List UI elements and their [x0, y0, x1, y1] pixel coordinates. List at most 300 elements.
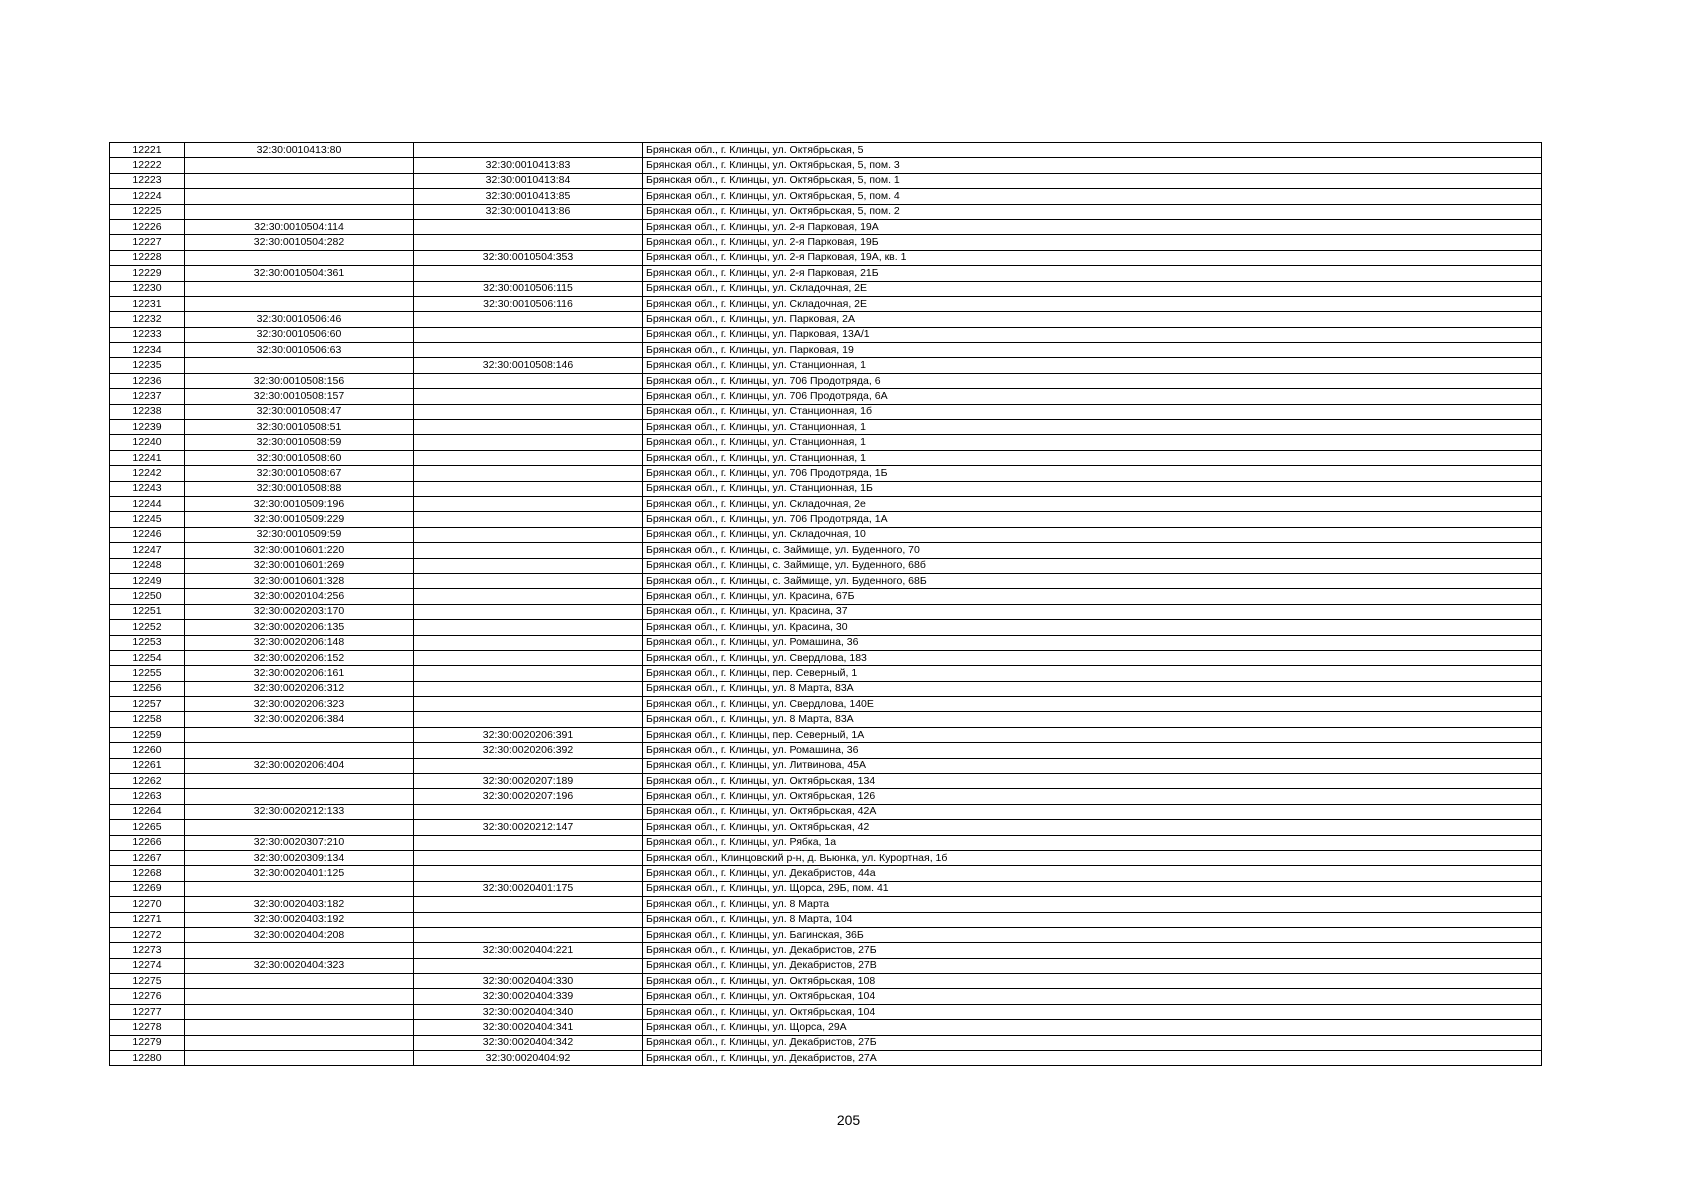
- table-row: [110, 250, 1542, 265]
- row-number-cell: 12257: [110, 697, 185, 712]
- premises-number-cell: [414, 620, 643, 635]
- table-row: [110, 219, 1542, 234]
- row-number-cell: 12247: [110, 543, 185, 558]
- premises-number-cell: 32:30:0020206:391: [414, 727, 643, 742]
- row-number-cell: 12279: [110, 1035, 185, 1050]
- row-number-cell: 12258: [110, 712, 185, 727]
- address-cell: Брянская обл., г. Клинцы, ул. Октябрьская, 104: [643, 1004, 1542, 1019]
- premises-number-cell: 32:30:0010504:353: [414, 250, 643, 265]
- row-number-cell: 12226: [110, 219, 185, 234]
- premises-number-cell: [414, 235, 643, 250]
- premises-number-cell: [414, 266, 643, 281]
- table-row: [110, 758, 1542, 773]
- parcel-number-cell: [185, 1020, 414, 1035]
- premises-number-cell: [414, 450, 643, 465]
- table-row: [110, 620, 1542, 635]
- parcel-number-cell: 32:30:0010508:60: [185, 450, 414, 465]
- premises-number-cell: [414, 681, 643, 696]
- address-cell: Брянская обл., г. Клинцы, ул. Щорса, 29А: [643, 1020, 1542, 1035]
- table-row: [110, 312, 1542, 327]
- row-number-cell: 12272: [110, 927, 185, 942]
- parcel-number-cell: 32:30:0010509:229: [185, 512, 414, 527]
- address-cell: Брянская обл., г. Клинцы, ул. Багинская, 36Б: [643, 927, 1542, 942]
- address-cell: Брянская обл., г. Клинцы, ул. Красина, 67Б: [643, 589, 1542, 604]
- premises-number-cell: 32:30:0010506:116: [414, 296, 643, 311]
- address-cell: Брянская обл., г. Клинцы, ул. Красина, 37: [643, 604, 1542, 619]
- row-number-cell: 12241: [110, 450, 185, 465]
- table-row: [110, 496, 1542, 511]
- address-cell: Брянская обл., г. Клинцы, ул. Станционная, 1: [643, 420, 1542, 435]
- premises-number-cell: [414, 219, 643, 234]
- row-number-cell: 12233: [110, 327, 185, 342]
- address-cell: Брянская обл., г. Клинцы, пер. Северный, 1: [643, 666, 1542, 681]
- table-row: [110, 435, 1542, 450]
- parcel-number-cell: 32:30:0010601:220: [185, 543, 414, 558]
- premises-number-cell: [414, 327, 643, 342]
- parcel-number-cell: 32:30:0020206:135: [185, 620, 414, 635]
- address-cell: Брянская обл., г. Клинцы, ул. Октябрьская, 126: [643, 789, 1542, 804]
- table-row: [110, 1051, 1542, 1066]
- premises-number-cell: [414, 897, 643, 912]
- table-body: [110, 143, 1542, 1066]
- premises-number-cell: [414, 866, 643, 881]
- address-cell: Брянская обл., г. Клинцы, ул. Литвинова, 45А: [643, 758, 1542, 773]
- parcel-number-cell: 32:30:0010508:88: [185, 481, 414, 496]
- premises-number-cell: [414, 650, 643, 665]
- parcel-number-cell: 32:30:0020206:404: [185, 758, 414, 773]
- premises-number-cell: [414, 527, 643, 542]
- premises-number-cell: 32:30:0010413:85: [414, 189, 643, 204]
- row-number-cell: 12230: [110, 281, 185, 296]
- premises-number-cell: [414, 573, 643, 588]
- row-number-cell: 12232: [110, 312, 185, 327]
- premises-number-cell: 32:30:0020404:341: [414, 1020, 643, 1035]
- page-number: 205: [836, 1112, 861, 1128]
- address-cell: Брянская обл., г. Клинцы, с. Займище, ул. Буденного, 68б: [643, 558, 1542, 573]
- premises-number-cell: 32:30:0010506:115: [414, 281, 643, 296]
- address-cell: Брянская обл., г. Клинцы, ул. Парковая, 2А: [643, 312, 1542, 327]
- row-number-cell: 12259: [110, 727, 185, 742]
- row-number-cell: 12225: [110, 204, 185, 219]
- parcel-number-cell: 32:30:0020206:323: [185, 697, 414, 712]
- address-cell: Брянская обл., г. Клинцы, ул. 8 Марта, 83А: [643, 681, 1542, 696]
- address-cell: Брянская обл., г. Клинцы, ул. Декабристов, 27А: [643, 1051, 1542, 1066]
- premises-number-cell: 32:30:0020207:196: [414, 789, 643, 804]
- address-cell: Брянская обл., г. Клинцы, ул. Свердлова, 140Е: [643, 697, 1542, 712]
- address-cell: Брянская обл., г. Клинцы, ул. 8 Марта, 83А: [643, 712, 1542, 727]
- table-row: [110, 573, 1542, 588]
- parcel-number-cell: 32:30:0010601:269: [185, 558, 414, 573]
- row-number-cell: 12260: [110, 743, 185, 758]
- table-row: [110, 774, 1542, 789]
- premises-number-cell: 32:30:0020206:392: [414, 743, 643, 758]
- row-number-cell: 12229: [110, 266, 185, 281]
- table-row: [110, 481, 1542, 496]
- premises-number-cell: [414, 343, 643, 358]
- row-number-cell: 12243: [110, 481, 185, 496]
- row-number-cell: 12270: [110, 897, 185, 912]
- parcel-number-cell: 32:30:0020309:134: [185, 850, 414, 865]
- address-cell: Брянская обл., г. Клинцы, ул. 2-я Парковая, 21Б: [643, 266, 1542, 281]
- table-row: [110, 235, 1542, 250]
- premises-number-cell: 32:30:0020404:339: [414, 989, 643, 1004]
- premises-number-cell: [414, 312, 643, 327]
- table-row: [110, 1020, 1542, 1035]
- parcel-number-cell: 32:30:0010506:60: [185, 327, 414, 342]
- premises-number-cell: [414, 697, 643, 712]
- parcel-number-cell: 32:30:0010508:59: [185, 435, 414, 450]
- row-number-cell: 12224: [110, 189, 185, 204]
- row-number-cell: 12248: [110, 558, 185, 573]
- parcel-number-cell: 32:30:0010506:63: [185, 343, 414, 358]
- row-number-cell: 12253: [110, 635, 185, 650]
- parcel-number-cell: 32:30:0010508:47: [185, 404, 414, 419]
- row-number-cell: 12251: [110, 604, 185, 619]
- parcel-number-cell: 32:30:0020206:384: [185, 712, 414, 727]
- premises-number-cell: 32:30:0020404:330: [414, 974, 643, 989]
- address-cell: Брянская обл., г. Клинцы, ул. Станционная, 1: [643, 450, 1542, 465]
- table-row: [110, 866, 1542, 881]
- address-cell: Брянская обл., г. Клинцы, ул. Октябрьская, 134: [643, 774, 1542, 789]
- row-number-cell: 12273: [110, 943, 185, 958]
- parcel-number-cell: 32:30:0010509:59: [185, 527, 414, 542]
- table-row: [110, 850, 1542, 865]
- parcel-number-cell: [185, 204, 414, 219]
- table-row: [110, 912, 1542, 927]
- parcel-number-cell: 32:30:0020404:208: [185, 927, 414, 942]
- table-row: [110, 173, 1542, 188]
- table-row: [110, 727, 1542, 742]
- address-cell: Брянская обл., г. Клинцы, ул. Октябрьская, 5, пом. 3: [643, 158, 1542, 173]
- table-row: [110, 604, 1542, 619]
- premises-number-cell: [414, 466, 643, 481]
- address-cell: Брянская обл., г. Клинцы, ул. Станционная, 1: [643, 358, 1542, 373]
- table-row: [110, 743, 1542, 758]
- premises-number-cell: [414, 143, 643, 158]
- premises-number-cell: [414, 373, 643, 388]
- table-row: [110, 373, 1542, 388]
- row-number-cell: 12275: [110, 974, 185, 989]
- row-number-cell: 12240: [110, 435, 185, 450]
- row-number-cell: 12256: [110, 681, 185, 696]
- table-row: [110, 466, 1542, 481]
- table-row: [110, 804, 1542, 819]
- table-row: [110, 635, 1542, 650]
- address-cell: Брянская обл., г. Клинцы, ул. Парковая, 13А/1: [643, 327, 1542, 342]
- address-cell: Брянская обл., г. Клинцы, ул. Складочная, 2Е: [643, 281, 1542, 296]
- table-row: [110, 266, 1542, 281]
- address-cell: Брянская обл., г. Клинцы, ул. 706 Продотряда, 1Б: [643, 466, 1542, 481]
- parcel-number-cell: 32:30:0020203:170: [185, 604, 414, 619]
- parcel-number-cell: 32:30:0010504:361: [185, 266, 414, 281]
- parcel-number-cell: [185, 173, 414, 188]
- parcel-number-cell: 32:30:0020307:210: [185, 835, 414, 850]
- row-number-cell: 12265: [110, 820, 185, 835]
- address-cell: Брянская обл., Клинцовский р-н, д. Вьюнка, ул. Курортная, 1б: [643, 850, 1542, 865]
- table-row: [110, 943, 1542, 958]
- parcel-number-cell: [185, 158, 414, 173]
- parcel-number-cell: 32:30:0010506:46: [185, 312, 414, 327]
- table-row: [110, 143, 1542, 158]
- address-cell: Брянская обл., г. Клинцы, с. Займище, ул. Буденного, 68Б: [643, 573, 1542, 588]
- table-row: [110, 281, 1542, 296]
- table-row: [110, 296, 1542, 311]
- parcel-number-cell: [185, 1035, 414, 1050]
- premises-number-cell: [414, 496, 643, 511]
- parcel-number-cell: [185, 974, 414, 989]
- address-cell: Брянская обл., г. Клинцы, ул. Декабристов, 27В: [643, 958, 1542, 973]
- premises-number-cell: 32:30:0020207:189: [414, 774, 643, 789]
- row-number-cell: 12254: [110, 650, 185, 665]
- parcel-number-cell: 32:30:0020403:192: [185, 912, 414, 927]
- address-cell: Брянская обл., г. Клинцы, ул. Складочная, 2е: [643, 496, 1542, 511]
- parcel-number-cell: 32:30:0010504:114: [185, 219, 414, 234]
- parcel-number-cell: [185, 1051, 414, 1066]
- address-cell: Брянская обл., г. Клинцы, ул. 2-я Парковая, 19А: [643, 219, 1542, 234]
- premises-number-cell: 32:30:0010413:86: [414, 204, 643, 219]
- parcel-number-cell: 32:30:0020404:323: [185, 958, 414, 973]
- table-row: [110, 974, 1542, 989]
- row-number-cell: 12239: [110, 420, 185, 435]
- parcel-number-cell: 32:30:0010509:196: [185, 496, 414, 511]
- table-row: [110, 881, 1542, 896]
- table-row: [110, 404, 1542, 419]
- address-cell: Брянская обл., г. Клинцы, ул. Ромашина, 36: [643, 635, 1542, 650]
- row-number-cell: 12271: [110, 912, 185, 927]
- row-number-cell: 12245: [110, 512, 185, 527]
- address-cell: Брянская обл., г. Клинцы, ул. Красина, 30: [643, 620, 1542, 635]
- table-row: [110, 835, 1542, 850]
- premises-number-cell: 32:30:0010413:83: [414, 158, 643, 173]
- parcel-number-cell: [185, 943, 414, 958]
- parcel-number-cell: 32:30:0020403:182: [185, 897, 414, 912]
- address-cell: Брянская обл., г. Клинцы, ул. Щорса, 29Б, пом. 41: [643, 881, 1542, 896]
- parcel-number-cell: 32:30:0020401:125: [185, 866, 414, 881]
- table-row: [110, 158, 1542, 173]
- row-number-cell: 12252: [110, 620, 185, 635]
- premises-number-cell: [414, 558, 643, 573]
- parcel-number-cell: [185, 881, 414, 896]
- row-number-cell: 12242: [110, 466, 185, 481]
- table-row: [110, 512, 1542, 527]
- parcel-number-cell: 32:30:0020206:148: [185, 635, 414, 650]
- address-cell: Брянская обл., г. Клинцы, пер. Северный, 1А: [643, 727, 1542, 742]
- row-number-cell: 12244: [110, 496, 185, 511]
- cadastral-table: [109, 142, 1542, 1066]
- premises-number-cell: 32:30:0020404:342: [414, 1035, 643, 1050]
- premises-number-cell: 32:30:0020404:340: [414, 1004, 643, 1019]
- address-cell: Брянская обл., г. Клинцы, ул. 706 Продотряда, 6А: [643, 389, 1542, 404]
- premises-number-cell: [414, 958, 643, 973]
- premises-number-cell: [414, 589, 643, 604]
- table-row: [110, 1004, 1542, 1019]
- row-number-cell: 12268: [110, 866, 185, 881]
- row-number-cell: 12269: [110, 881, 185, 896]
- address-cell: Брянская обл., г. Клинцы, ул. Октябрьская, 104: [643, 989, 1542, 1004]
- address-cell: Брянская обл., г. Клинцы, ул. Станционная, 1Б: [643, 481, 1542, 496]
- row-number-cell: 12236: [110, 373, 185, 388]
- table-row: [110, 897, 1542, 912]
- row-number-cell: 12234: [110, 343, 185, 358]
- address-cell: Брянская обл., г. Клинцы, ул. 706 Продотряда, 6: [643, 373, 1542, 388]
- row-number-cell: 12276: [110, 989, 185, 1004]
- address-cell: Брянская обл., г. Клинцы, ул. Октябрьская, 42А: [643, 804, 1542, 819]
- parcel-number-cell: [185, 281, 414, 296]
- address-cell: Брянская обл., г. Клинцы, ул. Октябрьская, 108: [643, 974, 1542, 989]
- address-cell: Брянская обл., г. Клинцы, ул. Станционная, 1: [643, 435, 1542, 450]
- row-number-cell: 12261: [110, 758, 185, 773]
- table-row: [110, 958, 1542, 973]
- row-number-cell: 12264: [110, 804, 185, 819]
- table-row: [110, 420, 1542, 435]
- parcel-number-cell: [185, 358, 414, 373]
- address-cell: Брянская обл., г. Клинцы, ул. Октябрьская, 5, пом. 2: [643, 204, 1542, 219]
- parcel-number-cell: 32:30:0010413:80: [185, 143, 414, 158]
- row-number-cell: 12222: [110, 158, 185, 173]
- parcel-number-cell: [185, 789, 414, 804]
- parcel-number-cell: [185, 727, 414, 742]
- row-number-cell: 12235: [110, 358, 185, 373]
- row-number-cell: 12238: [110, 404, 185, 419]
- table-row: [110, 343, 1542, 358]
- row-number-cell: 12262: [110, 774, 185, 789]
- parcel-number-cell: 32:30:0010508:156: [185, 373, 414, 388]
- table-row: [110, 527, 1542, 542]
- address-cell: Брянская обл., г. Клинцы, ул. Октябрьская, 5: [643, 143, 1542, 158]
- address-cell: Брянская обл., г. Клинцы, ул. 706 Продотряда, 1А: [643, 512, 1542, 527]
- parcel-number-cell: 32:30:0010601:328: [185, 573, 414, 588]
- table-row: [110, 697, 1542, 712]
- address-cell: Брянская обл., г. Клинцы, ул. Декабристов, 27Б: [643, 1035, 1542, 1050]
- row-number-cell: 12228: [110, 250, 185, 265]
- premises-number-cell: 32:30:0020212:147: [414, 820, 643, 835]
- premises-number-cell: [414, 389, 643, 404]
- premises-number-cell: 32:30:0020404:92: [414, 1051, 643, 1066]
- parcel-number-cell: [185, 743, 414, 758]
- parcel-number-cell: [185, 774, 414, 789]
- address-cell: Брянская обл., г. Клинцы, ул. Октябрьская, 42: [643, 820, 1542, 835]
- table-row: [110, 712, 1542, 727]
- parcel-number-cell: [185, 1004, 414, 1019]
- row-number-cell: 12267: [110, 850, 185, 865]
- address-cell: Брянская обл., г. Клинцы, ул. 2-я Парковая, 19А, кв. 1: [643, 250, 1542, 265]
- premises-number-cell: [414, 404, 643, 419]
- premises-number-cell: [414, 635, 643, 650]
- parcel-number-cell: 32:30:0020206:161: [185, 666, 414, 681]
- address-cell: Брянская обл., г. Клинцы, ул. Рябка, 1а: [643, 835, 1542, 850]
- row-number-cell: 12250: [110, 589, 185, 604]
- row-number-cell: 12227: [110, 235, 185, 250]
- address-cell: Брянская обл., г. Клинцы, ул. 8 Марта, 104: [643, 912, 1542, 927]
- address-cell: Брянская обл., г. Клинцы, ул. 2-я Парковая, 19Б: [643, 235, 1542, 250]
- table-row: [110, 789, 1542, 804]
- parcel-number-cell: [185, 296, 414, 311]
- address-cell: Брянская обл., г. Клинцы, ул. Складочная, 2Е: [643, 296, 1542, 311]
- premises-number-cell: 32:30:0020401:175: [414, 881, 643, 896]
- premises-number-cell: 32:30:0020404:221: [414, 943, 643, 958]
- table-row: [110, 558, 1542, 573]
- parcel-number-cell: [185, 250, 414, 265]
- row-number-cell: 12280: [110, 1051, 185, 1066]
- address-cell: Брянская обл., г. Клинцы, ул. Ромашина, 36: [643, 743, 1542, 758]
- premises-number-cell: [414, 512, 643, 527]
- premises-number-cell: [414, 666, 643, 681]
- row-number-cell: 12263: [110, 789, 185, 804]
- table-row: [110, 327, 1542, 342]
- premises-number-cell: [414, 835, 643, 850]
- table-row: [110, 358, 1542, 373]
- row-number-cell: 12278: [110, 1020, 185, 1035]
- row-number-cell: 12266: [110, 835, 185, 850]
- row-number-cell: 12277: [110, 1004, 185, 1019]
- premises-number-cell: [414, 481, 643, 496]
- row-number-cell: 12237: [110, 389, 185, 404]
- table-row: [110, 389, 1542, 404]
- table-row: [110, 681, 1542, 696]
- row-number-cell: 12221: [110, 143, 185, 158]
- premises-number-cell: [414, 543, 643, 558]
- table-row: [110, 989, 1542, 1004]
- parcel-number-cell: 32:30:0020104:256: [185, 589, 414, 604]
- parcel-number-cell: [185, 989, 414, 1004]
- premises-number-cell: [414, 804, 643, 819]
- premises-number-cell: 32:30:0010413:84: [414, 173, 643, 188]
- address-cell: Брянская обл., г. Клинцы, ул. Свердлова, 183: [643, 650, 1542, 665]
- parcel-number-cell: 32:30:0010508:157: [185, 389, 414, 404]
- premises-number-cell: [414, 435, 643, 450]
- table-row: [110, 450, 1542, 465]
- address-cell: Брянская обл., г. Клинцы, ул. Октябрьская, 5, пом. 4: [643, 189, 1542, 204]
- premises-number-cell: [414, 850, 643, 865]
- address-cell: Брянская обл., г. Клинцы, с. Займище, ул. Буденного, 70: [643, 543, 1542, 558]
- table-row: [110, 927, 1542, 942]
- table-row: [110, 204, 1542, 219]
- parcel-number-cell: 32:30:0010508:51: [185, 420, 414, 435]
- parcel-number-cell: 32:30:0020206:152: [185, 650, 414, 665]
- row-number-cell: 12223: [110, 173, 185, 188]
- table-row: [110, 650, 1542, 665]
- premises-number-cell: [414, 420, 643, 435]
- table-row: [110, 189, 1542, 204]
- parcel-number-cell: [185, 820, 414, 835]
- parcel-number-cell: 32:30:0020206:312: [185, 681, 414, 696]
- premises-number-cell: [414, 712, 643, 727]
- premises-number-cell: [414, 758, 643, 773]
- address-cell: Брянская обл., г. Клинцы, ул. Парковая, 19: [643, 343, 1542, 358]
- row-number-cell: 12255: [110, 666, 185, 681]
- table-row: [110, 1035, 1542, 1050]
- premises-number-cell: 32:30:0010508:146: [414, 358, 643, 373]
- address-cell: Брянская обл., г. Клинцы, ул. Складочная, 10: [643, 527, 1542, 542]
- parcel-number-cell: 32:30:0010504:282: [185, 235, 414, 250]
- premises-number-cell: [414, 912, 643, 927]
- parcel-number-cell: 32:30:0010508:67: [185, 466, 414, 481]
- row-number-cell: 12274: [110, 958, 185, 973]
- table-row: [110, 820, 1542, 835]
- address-cell: Брянская обл., г. Клинцы, ул. Октябрьская, 5, пом. 1: [643, 173, 1542, 188]
- row-number-cell: 12246: [110, 527, 185, 542]
- address-cell: Брянская обл., г. Клинцы, ул. Станционная, 1б: [643, 404, 1542, 419]
- table-row: [110, 543, 1542, 558]
- address-cell: Брянская обл., г. Клинцы, ул. 8 Марта: [643, 897, 1542, 912]
- table-row: [110, 666, 1542, 681]
- premises-number-cell: [414, 604, 643, 619]
- parcel-number-cell: [185, 189, 414, 204]
- parcel-number-cell: 32:30:0020212:133: [185, 804, 414, 819]
- premises-number-cell: [414, 927, 643, 942]
- address-cell: Брянская обл., г. Клинцы, ул. Декабристов, 44а: [643, 866, 1542, 881]
- row-number-cell: 12231: [110, 296, 185, 311]
